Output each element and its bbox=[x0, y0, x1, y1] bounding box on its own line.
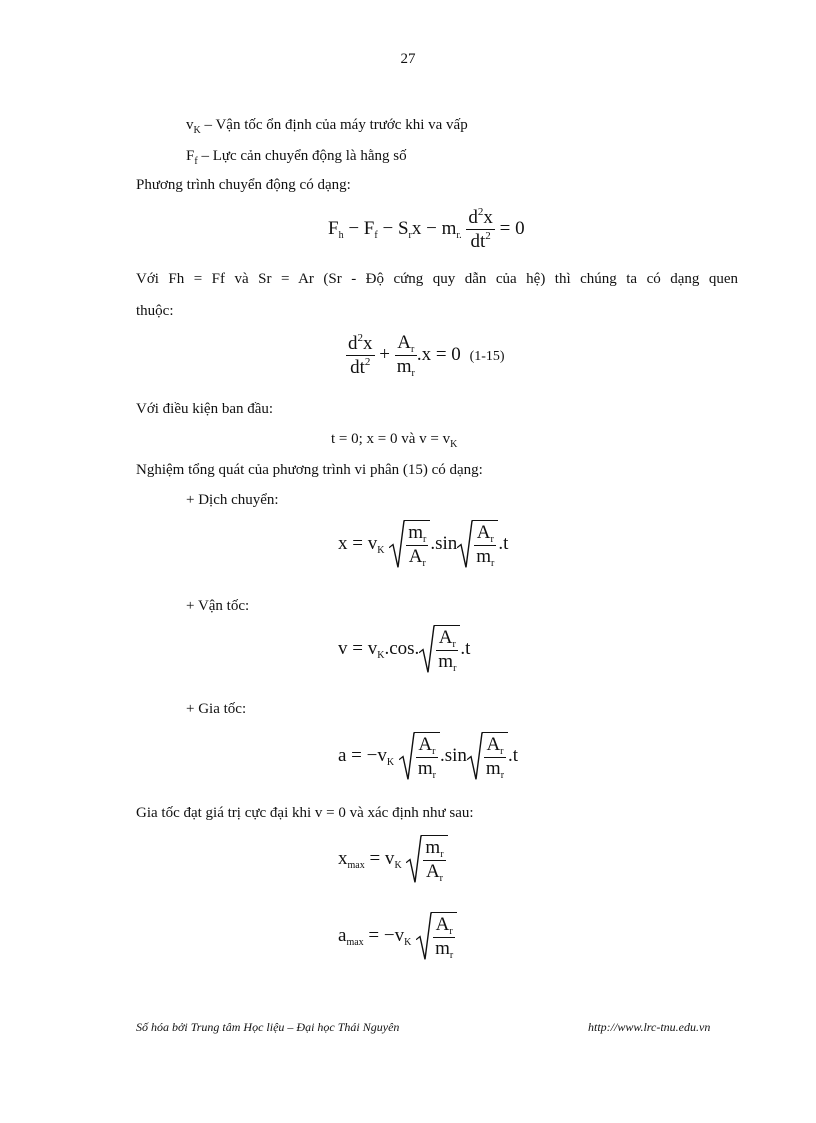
eq-sub: max bbox=[346, 936, 364, 948]
eq-sub: r bbox=[449, 950, 454, 961]
eq-symbol: A bbox=[418, 734, 433, 755]
amax-equation bbox=[338, 912, 457, 961]
eq-symbol: dt bbox=[350, 357, 365, 378]
sqrt-ar-mr bbox=[457, 520, 498, 569]
eq-rhs: = −v bbox=[363, 924, 405, 946]
eq-rhs: = v bbox=[364, 847, 395, 869]
fraction bbox=[474, 522, 496, 569]
displacement-equation bbox=[338, 520, 508, 569]
sqrt-mr-ar bbox=[406, 835, 447, 884]
eq-func: .sin bbox=[430, 532, 458, 554]
sqrt-ar-mr bbox=[399, 732, 440, 781]
eq-symbol: x bbox=[483, 207, 493, 228]
definition-text: – Lực cản chuyển động là hằng số bbox=[197, 148, 407, 164]
fraction bbox=[416, 734, 438, 781]
eq-sup: 2 bbox=[364, 356, 371, 368]
eq-sup: 2 bbox=[485, 230, 491, 242]
definition-text: – Vận tốc ổn định của máy trước khi va vấp bbox=[200, 117, 468, 133]
eq-sub: r bbox=[490, 534, 494, 545]
eq-rhs: = 0 bbox=[499, 217, 525, 239]
max-intro: Gia tốc đạt giá trị cực đại khi v = 0 và xác định như sau: bbox=[136, 805, 474, 821]
eq-symbol: m bbox=[408, 522, 423, 543]
item-displacement: + Dịch chuyển: bbox=[186, 492, 279, 508]
eq-symbol: A bbox=[476, 522, 491, 543]
eq-sub: r bbox=[452, 639, 456, 650]
eq-symbol: .t bbox=[498, 532, 509, 554]
subscript: f bbox=[194, 156, 198, 167]
sqrt-ar-mr bbox=[419, 625, 460, 674]
eq-symbol: d bbox=[348, 333, 358, 354]
eq-sub: r bbox=[411, 368, 415, 379]
sqrt-ar-mr bbox=[467, 732, 508, 781]
eq-symbol: m bbox=[425, 837, 441, 858]
eq-lhs: x = v bbox=[338, 532, 378, 554]
eq-sub: r bbox=[422, 558, 426, 569]
differential-equation: $\frac{d^2x}{dt^2}$ + $\frac{A_r}{m_r}$ .x = 0 (1-15) bbox=[348, 332, 505, 379]
intro-text: Phương trình chuyển động có dạng: bbox=[136, 177, 351, 193]
symbol: F bbox=[186, 148, 195, 164]
fraction bbox=[484, 734, 506, 781]
eq-symbol: m bbox=[417, 758, 433, 779]
eq-symbol: m bbox=[396, 356, 412, 377]
eq-sub: K bbox=[386, 756, 395, 768]
ar-over-mr bbox=[395, 332, 417, 379]
eq-sup: 2 bbox=[477, 206, 484, 218]
general-solution-intro: Nghiệm tổng quát của phương trình vi phân (15) có dạng: bbox=[136, 462, 483, 478]
eq-sub: h bbox=[338, 229, 344, 241]
eq-symbol: A bbox=[425, 861, 440, 882]
condition-text: t = 0; x = 0 và v = v bbox=[331, 431, 451, 447]
eq-symbol: A bbox=[397, 332, 411, 353]
motion-equation: $F_h - F_f - S_rx - m_{r.}$ $\frac{d^2x}{dt^2}$ = 0 bbox=[328, 206, 525, 252]
eq-sub: r bbox=[500, 770, 505, 781]
eq-symbol: a bbox=[338, 924, 347, 946]
eq-sub: f bbox=[374, 229, 378, 241]
subscript: K bbox=[193, 125, 201, 136]
eq-lhs: a = −v bbox=[338, 744, 387, 766]
eq-sub: K bbox=[404, 936, 412, 948]
eq-sub: K bbox=[394, 859, 402, 871]
item-acceleration: + Gia tốc: bbox=[186, 701, 247, 717]
eq-symbol: m bbox=[441, 217, 457, 239]
definition-ff bbox=[186, 147, 407, 171]
eq-sub: r bbox=[432, 770, 436, 781]
sqrt-ar-mr bbox=[416, 912, 457, 961]
eq-sub: r bbox=[439, 873, 444, 884]
initial-conditions-intro: Với điều kiện ban đầu: bbox=[136, 401, 274, 417]
definition-vk bbox=[186, 116, 468, 140]
symbol: v bbox=[186, 117, 194, 133]
acceleration-equation bbox=[338, 732, 518, 781]
footer-left: Số hóa bởi Trung tâm Học liệu – Đại học Thái Nguyên bbox=[136, 1020, 400, 1034]
eq-symbol: m bbox=[435, 938, 450, 959]
eq-sub: K bbox=[377, 544, 385, 556]
eq-sub: r. bbox=[456, 229, 462, 241]
eq-sub: r bbox=[453, 663, 457, 674]
eq-symbol: F bbox=[363, 217, 375, 239]
eq-sub: r bbox=[491, 558, 495, 569]
eq-func: .sin bbox=[439, 744, 467, 766]
eq-sub: r bbox=[432, 746, 436, 757]
eq-symbol: d bbox=[468, 207, 478, 228]
eq-symbol: m bbox=[485, 758, 501, 779]
eq-symbol: .t bbox=[460, 637, 471, 659]
fraction bbox=[406, 522, 428, 569]
footer-url[interactable]: http://www.lrc-tnu.edu.vn bbox=[588, 1020, 711, 1034]
sqrt-mr-ar bbox=[389, 520, 430, 569]
eq-sup: 2 bbox=[357, 332, 363, 344]
eq-sub: K bbox=[377, 649, 385, 661]
eq-sub: r bbox=[422, 534, 427, 545]
eq-sub: r bbox=[500, 746, 504, 757]
fraction bbox=[423, 837, 445, 884]
eq-sub: r bbox=[449, 926, 453, 937]
second-derivative bbox=[466, 206, 495, 253]
equation-label: (1-15) bbox=[469, 348, 505, 364]
velocity-equation bbox=[338, 625, 470, 674]
eq-symbol: x bbox=[363, 333, 373, 354]
page-number: 27 bbox=[400, 51, 416, 67]
second-derivative bbox=[346, 332, 375, 379]
initial-conditions bbox=[331, 430, 457, 454]
eq-symbol: A bbox=[408, 546, 423, 567]
fraction bbox=[433, 914, 455, 961]
eq-symbol: A bbox=[438, 627, 453, 648]
paragraph-line-2: thuộc: bbox=[136, 303, 174, 319]
eq-sub: max bbox=[347, 859, 365, 871]
eq-symbol: S bbox=[397, 217, 409, 239]
eq-sub: r bbox=[410, 344, 415, 355]
eq-sub: K bbox=[450, 439, 458, 450]
eq-sub: r bbox=[440, 849, 444, 860]
eq-symbol: m bbox=[438, 651, 454, 672]
eq-func: .cos. bbox=[384, 637, 420, 659]
eq-symbol: dt bbox=[470, 231, 486, 252]
paragraph-line-1: Với Fh = Ff và Sr = Ar (Sr - Độ cứng quy dẫn của hệ) thì chúng ta có dạng quen bbox=[136, 271, 738, 287]
xmax-equation bbox=[338, 835, 448, 884]
item-velocity: + Vận tốc: bbox=[186, 598, 250, 614]
eq-sub: r bbox=[408, 229, 412, 241]
eq-symbol: x bbox=[338, 847, 348, 869]
eq-symbol: m bbox=[476, 546, 492, 567]
eq-lhs: v = v bbox=[338, 637, 378, 659]
eq-rhs: .x = 0 bbox=[416, 343, 461, 365]
eq-symbol: A bbox=[435, 914, 450, 935]
eq-symbol: .t bbox=[508, 744, 519, 766]
eq-symbol: A bbox=[486, 734, 501, 755]
fraction bbox=[436, 627, 458, 674]
eq-symbol: F bbox=[328, 217, 339, 239]
